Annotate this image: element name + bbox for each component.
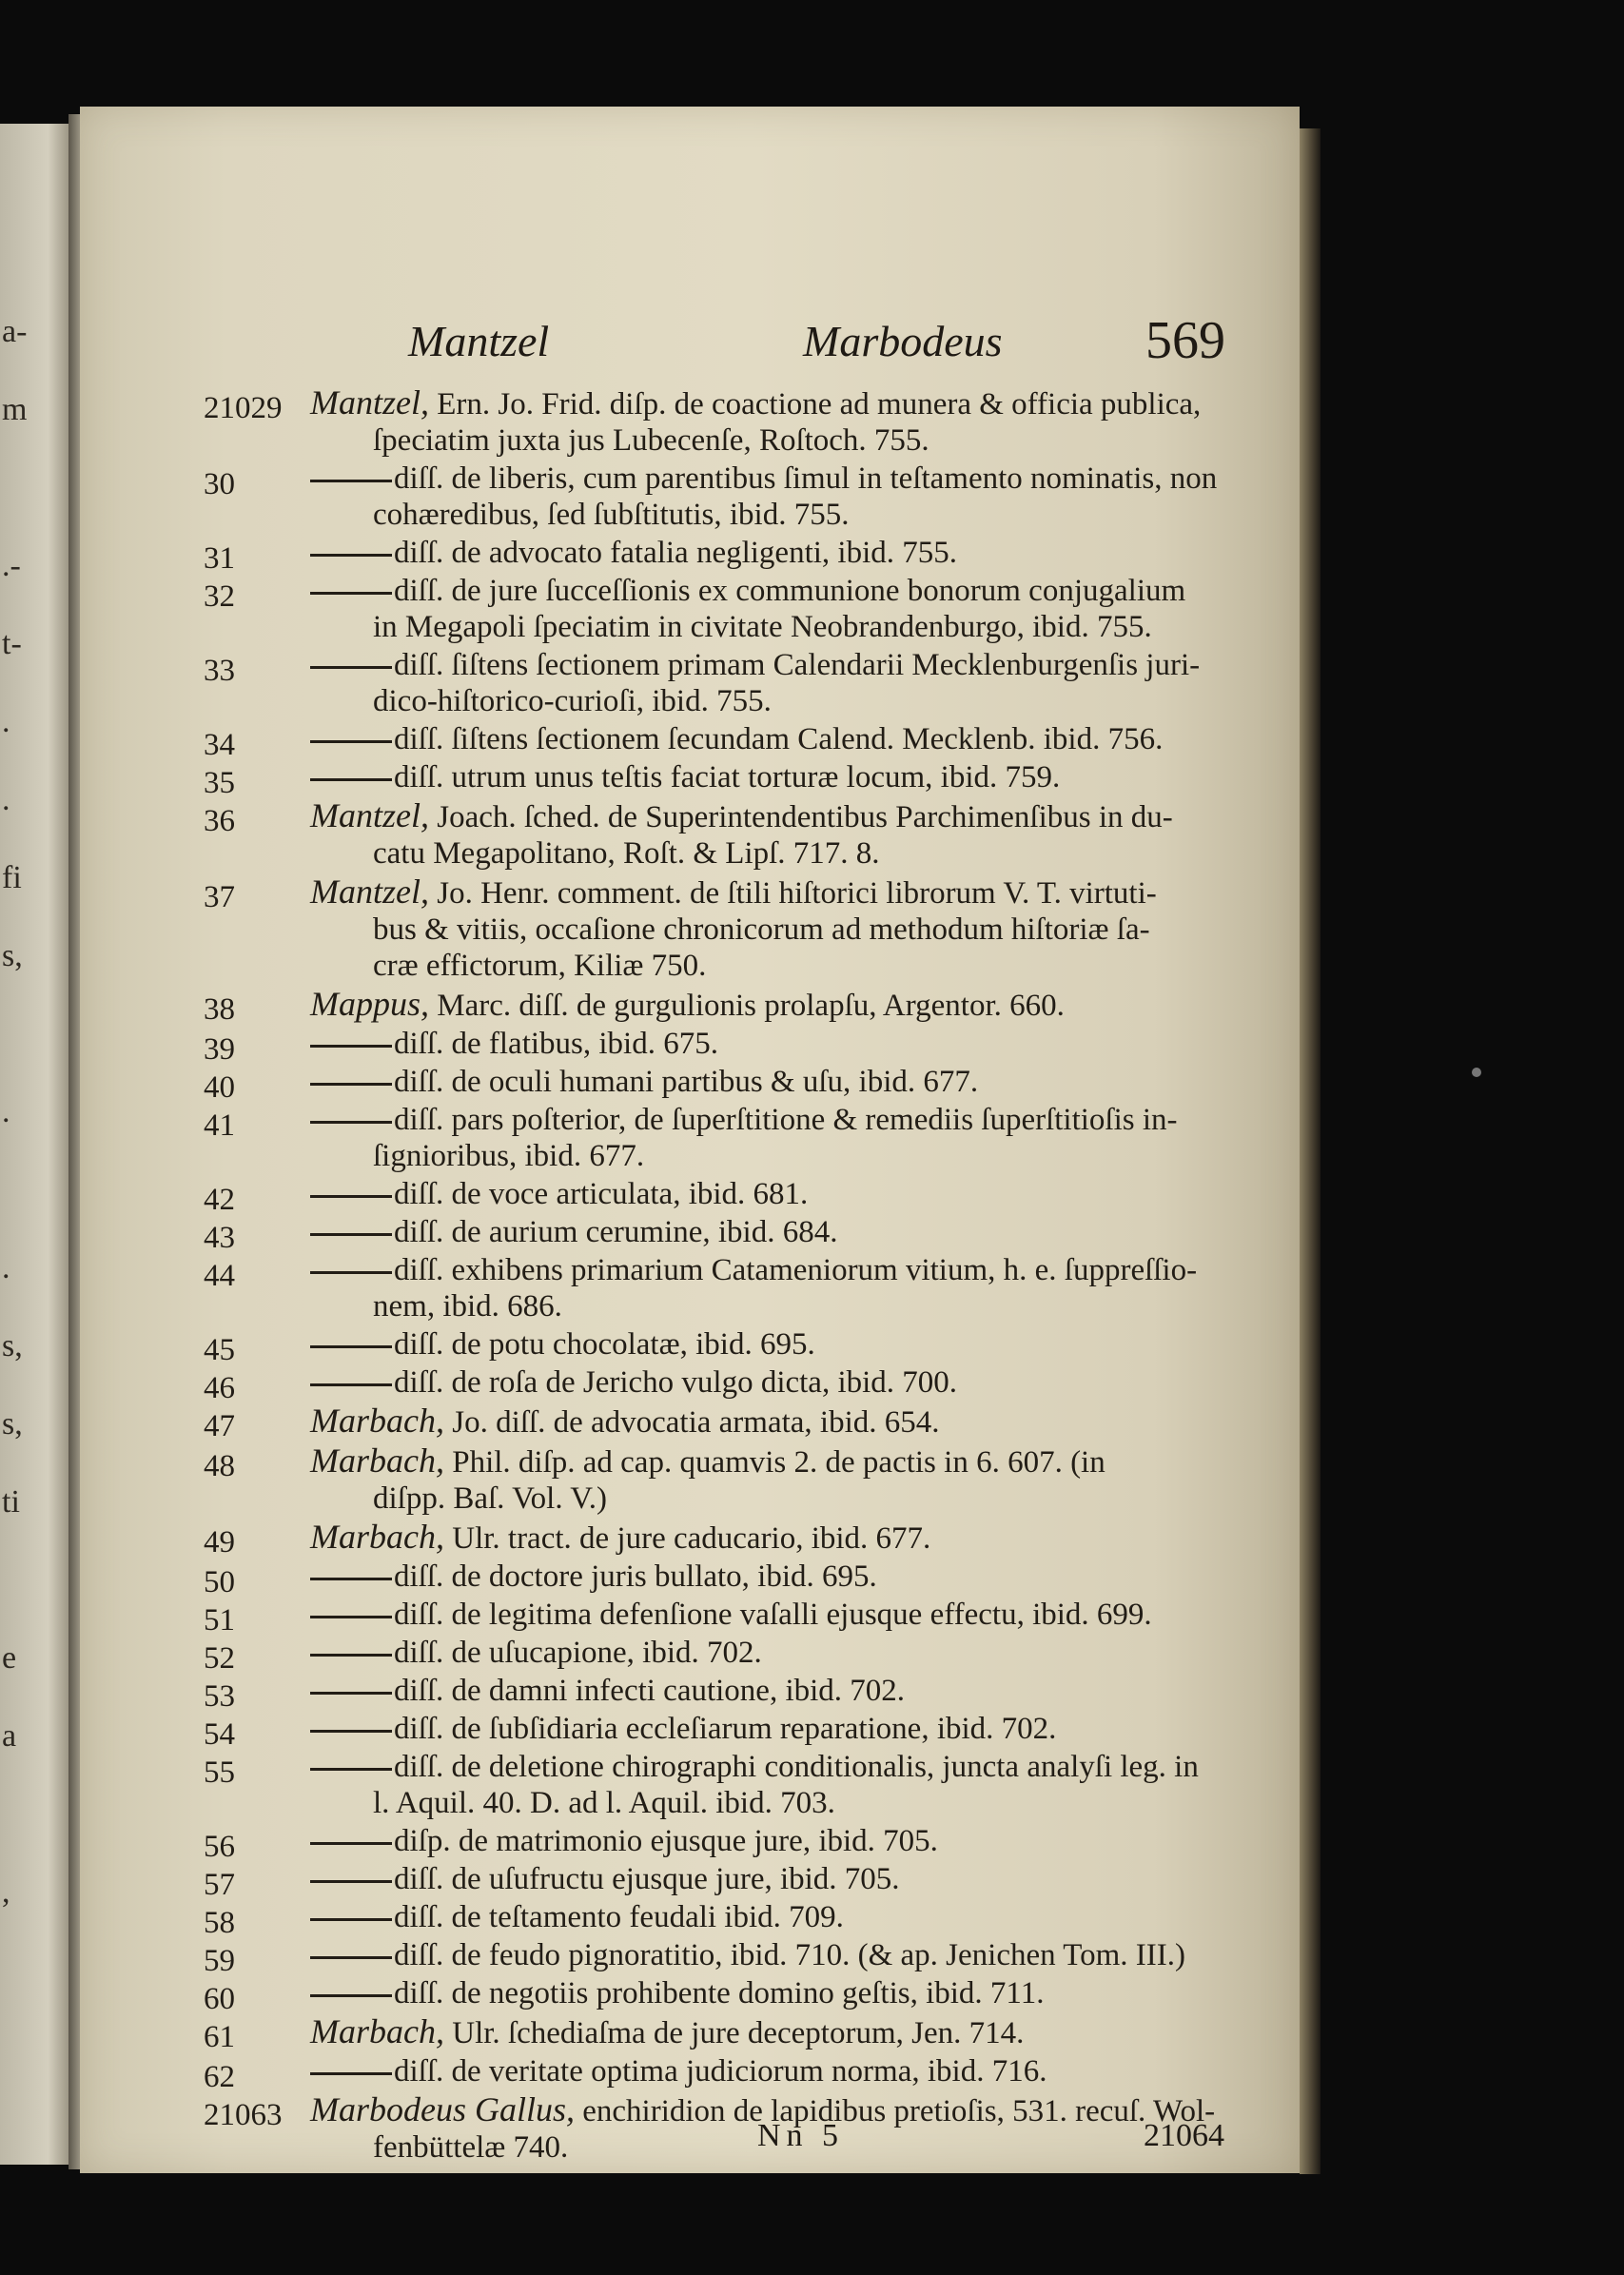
entry-row bbox=[204, 985, 1260, 1027]
entry-first-line bbox=[310, 1823, 1260, 1859]
catchword: 21064 bbox=[1144, 2118, 1224, 2153]
entry-text: diſſ. de roſa de Jericho vulgo dicta, ibid. 700. bbox=[394, 1365, 958, 1400]
entry-number: 60 bbox=[204, 1982, 235, 2016]
previous-page-fragment: ti bbox=[2, 1484, 20, 1520]
ditto-dash bbox=[310, 1121, 392, 1124]
entry-text: Jo. Henr. comment. de ſtili hiſtorici librorum V. T. virtuti- bbox=[428, 876, 1157, 911]
entry-body bbox=[310, 1364, 1260, 1401]
entry-body bbox=[310, 797, 1260, 872]
entry-number: 33 bbox=[204, 654, 235, 688]
entry-body bbox=[310, 1975, 1260, 2011]
bibliography-entries bbox=[204, 384, 1260, 2167]
entry-row bbox=[204, 1064, 1260, 1105]
entry-text: diſſ. de potu chocolatæ, ibid. 695. bbox=[394, 1327, 815, 1362]
entry-body bbox=[310, 1519, 1260, 1557]
ditto-dash bbox=[310, 1233, 392, 1236]
ditto-dash bbox=[310, 1730, 392, 1733]
ditto-dash bbox=[310, 592, 392, 595]
entry-body bbox=[310, 1673, 1260, 1709]
entry-continuation: cohæredibus, ſed ſubſtitutis, ibid. 755. bbox=[373, 498, 850, 532]
entry-first-line bbox=[310, 873, 1260, 912]
entry-continuation: fenbüttelæ 740. bbox=[373, 2130, 569, 2165]
entry-number: 50 bbox=[204, 1565, 235, 1599]
entry-first-line bbox=[310, 1673, 1260, 1709]
entry-text: Jo. diſſ. de advocatia armata, ibid. 654. bbox=[443, 1405, 940, 1440]
ditto-dash bbox=[310, 1271, 392, 1274]
entry-first-line bbox=[310, 573, 1260, 609]
entry-first-line bbox=[310, 1861, 1260, 1897]
running-header bbox=[80, 311, 1317, 373]
entry-row bbox=[204, 1673, 1260, 1714]
entry-text: diſſ. de negotiis prohibente domino geſtis, ibid. 711. bbox=[394, 1976, 1045, 2010]
entry-number: 46 bbox=[204, 1371, 235, 1405]
entry-number: 31 bbox=[204, 541, 235, 576]
entry-first-line bbox=[310, 1899, 1260, 1935]
entry-continuation: cræ effictorum, Kiliæ 750. bbox=[373, 949, 707, 983]
entry-first-line bbox=[310, 1975, 1260, 2011]
entry-text: diſſ. de uſufructu ejusque jure, ibid. 705. bbox=[394, 1862, 900, 1896]
entry-text: Ulr. ſchediaſma de jure deceptorum, Jen. 714. bbox=[443, 2016, 1025, 2050]
entry-body bbox=[310, 1442, 1260, 1517]
entry-text: enchiridion de lapidibus pretioſis, 531. recuſ. Wol- bbox=[575, 2094, 1216, 2128]
entry-continuation: catu Megapolitano, Roſt. & Lipſ. 717. 8. bbox=[373, 836, 880, 871]
page-fore-edge bbox=[1300, 128, 1321, 2174]
entry-body bbox=[310, 1402, 1260, 1441]
entry-body bbox=[310, 986, 1260, 1024]
entry-row bbox=[204, 797, 1260, 872]
running-head-left: Mantzel bbox=[408, 317, 550, 365]
entry-row bbox=[204, 1026, 1260, 1067]
entry-text: diſſ. utrum unus teſtis faciat torturæ locum, ibid. 759. bbox=[394, 760, 1061, 794]
entry-author: Marbach, bbox=[310, 1441, 444, 1480]
entry-row bbox=[204, 1402, 1260, 1441]
entry-first-line bbox=[310, 1442, 1260, 1481]
entry-first-line bbox=[310, 2053, 1260, 2089]
background-speck bbox=[1472, 1068, 1481, 1077]
entry-number: 52 bbox=[204, 1641, 235, 1676]
entry-number: 43 bbox=[204, 1221, 235, 1255]
entry-first-line bbox=[310, 1711, 1260, 1747]
entry-number: 41 bbox=[204, 1108, 235, 1143]
entry-text: diſſ. de jure ſucceſſionis ex communione bonorum conjugalium bbox=[394, 574, 1186, 608]
entry-continuation: in Megapoli ſpeciatim in civitate Neobrandenburgo, ibid. 755. bbox=[373, 610, 1152, 644]
entry-text: diſſ. pars poſterior, de ſuperſtitione & remediis ſuperſtitioſis in- bbox=[394, 1103, 1178, 1137]
entry-continuation: diſpp. Baſ. Vol. V.) bbox=[373, 1481, 608, 1516]
entry-text: Phil. diſp. ad cap. quamvis 2. de pactis in 6. 607. (in bbox=[443, 1445, 1105, 1480]
running-head-center: Marbodeus bbox=[803, 317, 1003, 365]
entry-row bbox=[204, 535, 1260, 576]
entry-first-line bbox=[310, 1749, 1260, 1785]
entry-number: 37 bbox=[204, 880, 235, 914]
entry-number: 54 bbox=[204, 1717, 235, 1752]
entry-text: diſſ. de advocato fatalia negligenti, ibid. 755. bbox=[394, 536, 958, 570]
entry-author: Marbach, bbox=[310, 1518, 444, 1556]
entry-body bbox=[310, 1176, 1260, 1212]
entry-row bbox=[204, 873, 1260, 984]
entry-row bbox=[204, 2012, 1260, 2054]
previous-page-fragment: . bbox=[2, 1094, 10, 1129]
previous-page-fragment: s, bbox=[2, 1406, 23, 1441]
entry-author: Marbach, bbox=[310, 1402, 444, 1440]
entry-body bbox=[310, 1064, 1260, 1100]
ditto-dash bbox=[310, 1768, 392, 1771]
ditto-dash bbox=[310, 1654, 392, 1657]
entry-body bbox=[310, 1823, 1260, 1859]
entry-text: diſp. de matrimonio ejusque jure, ibid. 705. bbox=[394, 1824, 938, 1858]
ditto-dash bbox=[310, 1918, 392, 1921]
entry-body bbox=[310, 759, 1260, 795]
previous-page-edge bbox=[0, 124, 68, 2165]
entry-text: diſſ. de doctore juris bullato, ibid. 695. bbox=[394, 1559, 877, 1594]
entry-number: 47 bbox=[204, 1409, 235, 1443]
entry-number: 39 bbox=[204, 1032, 235, 1067]
entry-row bbox=[204, 1176, 1260, 1217]
entry-text: diſſ. de oculi humani partibus & uſu, ibid. 677. bbox=[394, 1065, 979, 1099]
entry-body bbox=[310, 573, 1260, 645]
entry-body bbox=[310, 873, 1260, 984]
entry-row bbox=[204, 1519, 1260, 1557]
entry-body bbox=[310, 1102, 1260, 1174]
entry-first-line bbox=[310, 384, 1260, 422]
entry-number: 36 bbox=[204, 804, 235, 838]
entry-first-line bbox=[310, 759, 1260, 795]
previous-page-fragment: s, bbox=[2, 1328, 23, 1363]
entry-row bbox=[204, 1252, 1260, 1324]
entry-first-line bbox=[310, 2013, 1260, 2051]
entry-first-line bbox=[310, 1026, 1260, 1062]
entry-first-line bbox=[310, 1402, 1260, 1441]
entry-body bbox=[310, 1214, 1260, 1250]
entry-row bbox=[204, 647, 1260, 719]
entry-body bbox=[310, 461, 1260, 533]
entry-text: Marc. diſſ. de gurgulionis prolapſu, Argentor. 660. bbox=[429, 989, 1065, 1023]
entry-first-line bbox=[310, 647, 1260, 683]
entry-row bbox=[204, 1442, 1260, 1517]
ditto-dash bbox=[310, 740, 392, 743]
entry-body bbox=[310, 384, 1260, 459]
ditto-dash bbox=[310, 778, 392, 781]
entry-text: diſſ. de aurium cerumine, ibid. 684. bbox=[394, 1215, 838, 1249]
entry-text: diſſ. exhibens primarium Catameniorum vitium, h. e. ſuppreſſio- bbox=[394, 1253, 1198, 1287]
entry-first-line bbox=[310, 1176, 1260, 1212]
previous-page-fragment: .- bbox=[2, 548, 21, 583]
previous-page-fragment: , bbox=[2, 1874, 10, 1910]
previous-page-fragment: s, bbox=[2, 938, 23, 973]
ditto-dash bbox=[310, 1994, 392, 1997]
entry-text: diſſ. de flatibus, ibid. 675. bbox=[394, 1027, 718, 1061]
entry-text: Ulr. tract. de jure caducario, ibid. 677. bbox=[443, 1521, 931, 1556]
entry-continuation: ſignioribus, ibid. 677. bbox=[373, 1139, 645, 1173]
previous-page-fragment: fi bbox=[2, 860, 22, 895]
entry-row bbox=[204, 573, 1260, 645]
entry-text: diſſ. de voce articulata, ibid. 681. bbox=[394, 1177, 809, 1211]
entry-row bbox=[204, 1635, 1260, 1676]
entry-first-line bbox=[310, 1597, 1260, 1633]
book-page bbox=[80, 107, 1300, 2173]
ditto-dash bbox=[310, 1842, 392, 1845]
entry-continuation: bus & vitiis, occaſione chronicorum ad methodum hiſtoriæ ſa- bbox=[373, 912, 1150, 947]
entry-row bbox=[204, 2053, 1260, 2094]
ditto-dash bbox=[310, 554, 392, 557]
entry-body bbox=[310, 721, 1260, 757]
entry-body bbox=[310, 2013, 1260, 2051]
previous-page-fragment: e bbox=[2, 1640, 17, 1676]
entry-text: diſſ. de deletione chirographi conditionalis, juncta analyſi leg. in bbox=[394, 1750, 1199, 1784]
ditto-dash bbox=[310, 666, 392, 669]
entry-text: diſſ. de ſubſidiaria eccleſiarum reparatione, ibid. 702. bbox=[394, 1712, 1057, 1746]
entry-number: 56 bbox=[204, 1830, 235, 1864]
previous-page-fragment: t- bbox=[2, 626, 22, 661]
entry-first-line bbox=[310, 1364, 1260, 1401]
entry-number: 44 bbox=[204, 1259, 235, 1293]
previous-page-fragment: . bbox=[2, 782, 10, 817]
ditto-dash bbox=[310, 1616, 392, 1618]
ditto-dash bbox=[310, 1956, 392, 1959]
entry-number: 34 bbox=[204, 728, 235, 762]
entry-author: Mantzel, bbox=[310, 383, 429, 422]
entry-first-line bbox=[310, 1326, 1260, 1363]
entry-row bbox=[204, 1899, 1260, 1940]
entry-body bbox=[310, 1749, 1260, 1821]
entry-body bbox=[310, 535, 1260, 571]
previous-page-fragment: . bbox=[2, 1250, 10, 1285]
ditto-dash bbox=[310, 1195, 392, 1198]
entry-number: 57 bbox=[204, 1868, 235, 1902]
entry-author: Mappus, bbox=[310, 985, 429, 1023]
ditto-dash bbox=[310, 2072, 392, 2075]
entry-number: 42 bbox=[204, 1183, 235, 1217]
entry-author: Marbodeus Gallus, bbox=[310, 2090, 575, 2128]
entry-number: 21029 bbox=[204, 391, 283, 425]
entry-first-line bbox=[310, 1252, 1260, 1288]
entry-number: 48 bbox=[204, 1449, 235, 1483]
previous-page-fragment: a bbox=[2, 1718, 17, 1754]
entry-number: 38 bbox=[204, 992, 235, 1027]
entry-first-line bbox=[310, 721, 1260, 757]
entry-number: 40 bbox=[204, 1070, 235, 1105]
entry-first-line bbox=[310, 1635, 1260, 1671]
ditto-dash bbox=[310, 1880, 392, 1883]
entry-number: 62 bbox=[204, 2060, 235, 2094]
entry-continuation: nem, ibid. 686. bbox=[373, 1289, 562, 1324]
entry-number: 59 bbox=[204, 1944, 235, 1978]
entry-number: 61 bbox=[204, 2020, 235, 2054]
entry-body bbox=[310, 1937, 1260, 1973]
ditto-dash bbox=[310, 1578, 392, 1580]
entry-row bbox=[204, 1326, 1260, 1367]
entry-continuation: dico-hiſtorico-curioſi, ibid. 755. bbox=[373, 684, 772, 718]
entry-number: 35 bbox=[204, 766, 235, 800]
entry-number: 30 bbox=[204, 467, 235, 501]
entry-continuation: ſpeciatim juxta jus Lubecenſe, Roſtoch. 755. bbox=[373, 423, 929, 458]
ditto-dash bbox=[310, 480, 392, 482]
ditto-dash bbox=[310, 1383, 392, 1386]
entry-first-line bbox=[310, 1214, 1260, 1250]
signature-mark: Nn 5 bbox=[757, 2118, 845, 2153]
entry-body bbox=[310, 2053, 1260, 2089]
entry-row bbox=[204, 1711, 1260, 1752]
entry-row bbox=[204, 1975, 1260, 2016]
entry-number: 49 bbox=[204, 1525, 235, 1559]
entry-continuation: l. Aquil. 40. D. ad l. Aquil. ibid. 703. bbox=[373, 1786, 835, 1820]
entry-body bbox=[310, 1026, 1260, 1062]
entry-text: diſſ. de teſtamento feudali ibid. 709. bbox=[394, 1900, 844, 1934]
entry-text: Joach. ſched. de Superintendentibus Parchimenſibus in du- bbox=[428, 800, 1173, 834]
entry-first-line bbox=[310, 1559, 1260, 1595]
entry-author: Mantzel, bbox=[310, 796, 429, 834]
entry-number: 53 bbox=[204, 1679, 235, 1714]
entry-row bbox=[204, 1559, 1260, 1599]
entry-author: Marbach, bbox=[310, 2012, 444, 2050]
entry-row bbox=[204, 1823, 1260, 1864]
entry-row bbox=[204, 1214, 1260, 1255]
entry-text: diſſ. de legitima defenſione vaſalli ejusque effectu, ibid. 699. bbox=[394, 1598, 1152, 1632]
entry-first-line bbox=[310, 535, 1260, 571]
entry-row bbox=[204, 759, 1260, 800]
entry-first-line bbox=[310, 1102, 1260, 1138]
entry-row bbox=[204, 1597, 1260, 1638]
entry-number: 51 bbox=[204, 1603, 235, 1638]
entry-number: 32 bbox=[204, 579, 235, 614]
entry-text: diſſ. ſiſtens ſectionem primam Calendarii Mecklenburgenſis juri- bbox=[394, 648, 1201, 682]
entry-row bbox=[204, 721, 1260, 762]
entry-body bbox=[310, 1559, 1260, 1595]
ditto-dash bbox=[310, 1083, 392, 1086]
entry-text: diſſ. de liberis, cum parentibus ſimul in teſtamento nominatis, non bbox=[394, 461, 1218, 496]
entry-author: Mantzel, bbox=[310, 873, 429, 911]
entry-first-line bbox=[310, 1064, 1260, 1100]
entry-row bbox=[204, 1102, 1260, 1174]
entry-first-line bbox=[310, 461, 1260, 497]
entry-text: diſſ. de feudo pignoratitio, ibid. 710. (& ap. Jenichen Tom. III.) bbox=[394, 1938, 1185, 1972]
entry-text: diſſ. de uſucapione, ibid. 702. bbox=[394, 1636, 762, 1670]
entry-row bbox=[204, 1749, 1260, 1821]
entry-first-line bbox=[310, 1937, 1260, 1973]
entry-row bbox=[204, 461, 1260, 533]
entry-text: diſſ. de damni infecti cautione, ibid. 702. bbox=[394, 1674, 906, 1708]
entry-number: 45 bbox=[204, 1333, 235, 1367]
previous-page-fragment: m bbox=[2, 392, 28, 427]
entry-row bbox=[204, 384, 1260, 459]
ditto-dash bbox=[310, 1345, 392, 1348]
entry-body bbox=[310, 1326, 1260, 1363]
entry-body bbox=[310, 1711, 1260, 1747]
ditto-dash bbox=[310, 1692, 392, 1695]
entry-number: 55 bbox=[204, 1755, 235, 1790]
entry-text: diſſ. ſiſtens ſectionem ſecundam Calend. Mecklenb. ibid. 756. bbox=[394, 722, 1164, 756]
entry-body bbox=[310, 1899, 1260, 1935]
entry-body bbox=[310, 647, 1260, 719]
previous-page-fragment: a- bbox=[2, 314, 28, 349]
entry-first-line bbox=[310, 1519, 1260, 1557]
entry-body bbox=[310, 1635, 1260, 1671]
entry-number: 58 bbox=[204, 1906, 235, 1940]
entry-number: 21063 bbox=[204, 2098, 283, 2132]
ditto-dash bbox=[310, 1045, 392, 1048]
entry-body bbox=[310, 1252, 1260, 1324]
entry-row bbox=[204, 2091, 1260, 2166]
entry-text: Ern. Jo. Frid. diſp. de coactione ad munera & officia publica, bbox=[428, 387, 1202, 422]
previous-page-fragment: . bbox=[2, 704, 10, 739]
entry-body bbox=[310, 1861, 1260, 1897]
entry-text: diſſ. de veritate optima judiciorum norma, ibid. 716. bbox=[394, 2054, 1047, 2089]
page-number: 569 bbox=[1145, 311, 1225, 370]
entry-first-line bbox=[310, 797, 1260, 835]
entry-row bbox=[204, 1364, 1260, 1405]
entry-row bbox=[204, 1937, 1260, 1978]
entry-body bbox=[310, 1597, 1260, 1633]
entry-first-line bbox=[310, 986, 1260, 1024]
entry-row bbox=[204, 1861, 1260, 1902]
